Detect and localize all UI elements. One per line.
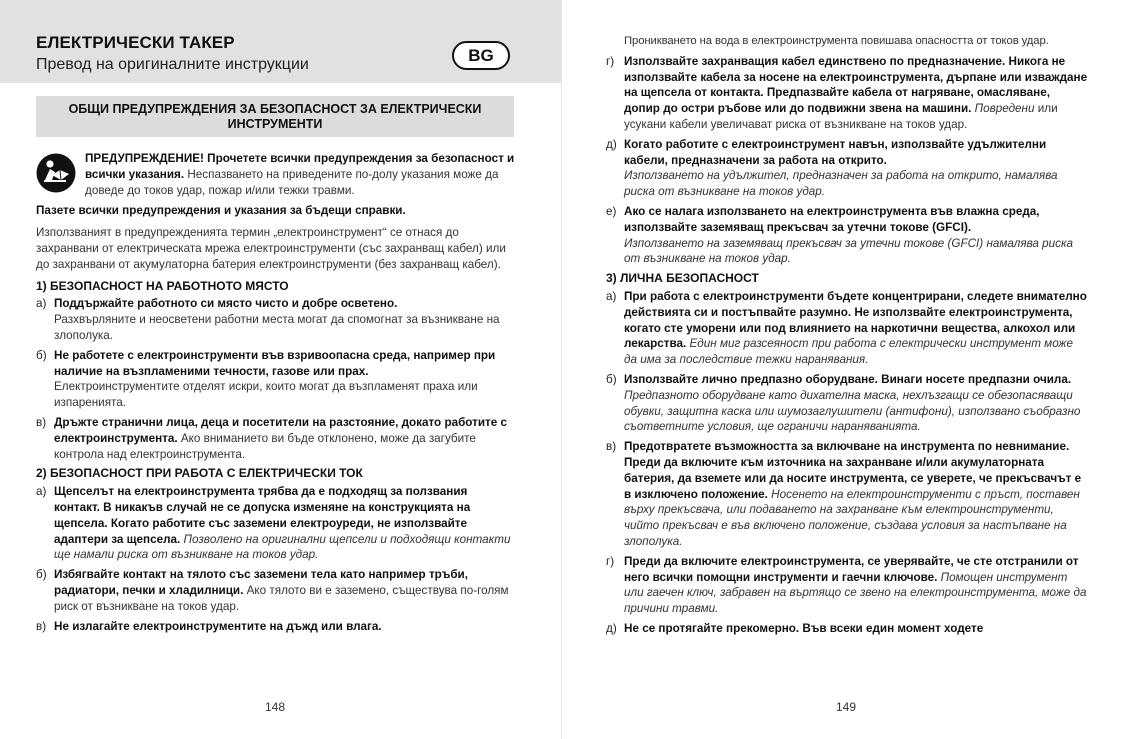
warning-text: Неспазването на приведените по-долу указания може да доведе до токов удар, пожар и/или тежки травми. xyxy=(85,167,499,197)
list-marker: д) xyxy=(606,621,617,635)
list-item xyxy=(606,621,1088,637)
list-marker: в) xyxy=(36,619,47,633)
list-marker: а) xyxy=(36,297,47,311)
item-text: Електроинструментите отделят искри, които могат да възпламенят праха или изпаренията. xyxy=(54,380,478,410)
list-item xyxy=(36,296,516,343)
list-item xyxy=(36,567,516,614)
document-subtitle: Превод на оригиналните инструкции xyxy=(36,56,309,73)
item-bold-text: Използвайте захранващия кабел единствено по предназначение. Никога не използвайте кабела за носене на електроинструмента, дърпане или изваждане на щепсела от контакта. Предпазвайте кабела от нагряване, омасляване, допир до остри ръбове или до подвижни звена на машини. xyxy=(624,54,1088,116)
list-item xyxy=(36,348,516,411)
item-bold-text: Когато работите с електроинструмент навън, използвайте удължителни кабели, предназначени за работа на открито. xyxy=(624,137,1047,167)
list-item xyxy=(36,415,516,462)
item-bold-text: Използвайте лично предпазно оборудване. Винаги носете предпазни очила. xyxy=(624,372,1072,386)
list-marker: г) xyxy=(606,54,615,68)
item-bold-text: Избягвайте контакт на тялото със заземени тела като например тръби, радиатори, печки и хладилници. xyxy=(54,568,468,597)
language-badge: BG xyxy=(452,41,510,70)
document-title: ЕЛЕКТРИЧЕСКИ ТАКЕР xyxy=(36,33,235,52)
list-item xyxy=(606,439,1088,550)
item-italic-text: Носенето на електроинструменти с пръст, поставен върху прекъсвача, или подаването на захранване към електроинструменти, чийто прекъсвач е във включено положение, създава условия за настъпване на злополука. xyxy=(624,487,1080,548)
item-bold-text: Предотвратете възможността за включване на инструмента по невнимание. Преди да включите към източника на захранване и/или акумулаторната батерия, да вземете или да носите инструмента, се уверете, че прекъсвачът е в изключено положение. xyxy=(624,440,1082,501)
list-item xyxy=(606,289,1088,368)
list-marker: в) xyxy=(36,415,47,429)
item-bold-text: Преди да включите електроинструмента, се уверявайте, че сте отстранили от него всички помощни инструменти и гаечни ключове. xyxy=(624,554,1079,584)
list-item xyxy=(606,137,1088,200)
section-title: ОБЩИ ПРЕДУПРЕЖДЕНИЯ ЗА БЕЗОПАСНОСТ ЗА ЕЛЕКТРИЧЕСКИ ИНСТРУМЕНТИ xyxy=(36,96,514,137)
item-italic-text: Използването на заземяващ прекъсвач за утечни токове (GFCI) намалява риска от възникване на токов удар. xyxy=(624,236,1074,266)
continuation-text: Проникването на вода в електроинструмента повишава опасността от токов удар. xyxy=(624,35,1049,47)
page-number-right: 149 xyxy=(836,700,857,714)
list-marker: б) xyxy=(36,568,47,582)
list-item xyxy=(606,372,1088,435)
item-bold-text: Щепселът на електроинструмента трябва да е подходящ за ползвания контакт. В никакъв случай не се допуска изменяне на конструкцията на щепсела. Когато работите със заземени електроуреди, не използвайте адаптери за щепсела. xyxy=(54,485,471,546)
left-page xyxy=(0,0,561,739)
list-marker: в) xyxy=(606,440,617,454)
list-item xyxy=(606,54,1088,133)
item-text: Ако вниманието ви бъде отклонено, може да загубите контрола над електроинструмента. xyxy=(54,431,476,461)
section-heading-electrical: 2) БЕЗОПАСНОСТ ПРИ РАБОТА С ЕЛЕКТРИЧЕСКИ ТОК xyxy=(36,466,363,481)
item-bold-text: При работа с електроинструменти бъдете концентрирани, следете внимателно действията си и постъпвайте разумно. Не използвайте електроинструмента, когато сте уморени или под влиянието на наркотични вещества, алкохол или лекарства. xyxy=(624,289,1087,351)
item-text: Разхвърляните и неосветени работни места могат да спомогнат за възникване на злополука. xyxy=(54,313,500,342)
item-bold-text: Не работете с електроинструменти във взривоопасна среда, например при наличие на възпламеними течности, газове или прах. xyxy=(54,348,496,378)
item-italic-text: Предпазното оборудване като дихателна маска, нехлъзгащи се обезопасяващи обувки, защитна каска или шумозаглушители (антифони), използвано съобразно съответните условия, ще ограничи нараняванията. xyxy=(624,388,1081,434)
item-bold-text: Дръжте странични лица, деца и посетители на разстояние, докато работите с електроинструмента. xyxy=(54,415,508,445)
left-column xyxy=(36,151,516,638)
item-italic-text: Използването на удължител, предназначен за работа на открито, намалява риска от възникване на токов удар. xyxy=(624,169,1058,199)
list-item xyxy=(606,554,1088,617)
definition-text: Използваният в предупрежденията термин „електроинструмент“ се отнася до захранвани от електрическата мрежа електроинструменти (със захранващ кабел) или до захранвани от акумулаторна батерия електроинструменти (без захранващ кабел). xyxy=(36,226,506,271)
item-text: Ако тялото ви е заземено, съществува по-голям риск от възникване на токов удар. xyxy=(54,583,509,613)
warning-bold-text: ПРЕДУПРЕЖДЕНИЕ! Прочетете всички предупреждения за безопасност и всички указания. xyxy=(85,152,515,181)
item-bold-text: Поддържайте работното си място чисто и добре осветено. xyxy=(54,297,398,311)
item-text: или усукани кабели увеличават риска от възникване на токов удар. xyxy=(624,102,1058,131)
list-marker: а) xyxy=(36,485,47,499)
list-marker: а) xyxy=(606,289,617,303)
item-bold-text: Не излагайте електроинструментите на дъжд или влага. xyxy=(54,619,382,633)
header-band xyxy=(0,0,561,83)
item-bold-text: Ако се налага използването на електроинструмента във влажна среда, използвайте заземяващ прекъсвач за утечни токове (GFCI). xyxy=(624,204,1040,234)
read-manual-icon xyxy=(36,153,76,193)
list-marker: д) xyxy=(606,137,617,151)
item-italic-text: Позвoлено на оригинални щепсели и подходящи контакти ще намали риска от възникване на токов удар. xyxy=(54,532,511,562)
list-item xyxy=(606,204,1088,267)
list-marker: б) xyxy=(606,372,617,386)
item-italic-text: Повредени xyxy=(971,102,1035,116)
item-italic-text: Един миг разсеяност при работа с електрически инструмент може да има за последствие тежки наранявания. xyxy=(624,337,1073,367)
section-heading-work-area: 1) БЕЗОПАСНОСТ НА РАБОТНОТО МЯСТО xyxy=(36,278,289,293)
right-column xyxy=(606,34,1088,641)
page-number-left: 148 xyxy=(265,700,286,714)
list-marker: б) xyxy=(36,348,47,362)
list-marker: е) xyxy=(606,204,617,218)
section-heading-personal: 3) ЛИЧНА БЕЗОПАСНОСТ xyxy=(606,271,759,286)
item-italic-text: Помощен инструмент или гаечен ключ, забравен на въртящо се звено на електроинструмента, може да причини травми. xyxy=(624,570,1087,616)
item-bold-text: Не се протягайте прекомерно. Във всеки един момент ходете xyxy=(624,621,984,635)
keep-notice: Пазете всички предупреждения и указания за бъдещи справки. xyxy=(36,204,406,218)
list-item xyxy=(36,484,516,563)
list-item xyxy=(36,619,516,635)
list-marker: г) xyxy=(606,554,615,568)
warning-block xyxy=(36,151,516,198)
